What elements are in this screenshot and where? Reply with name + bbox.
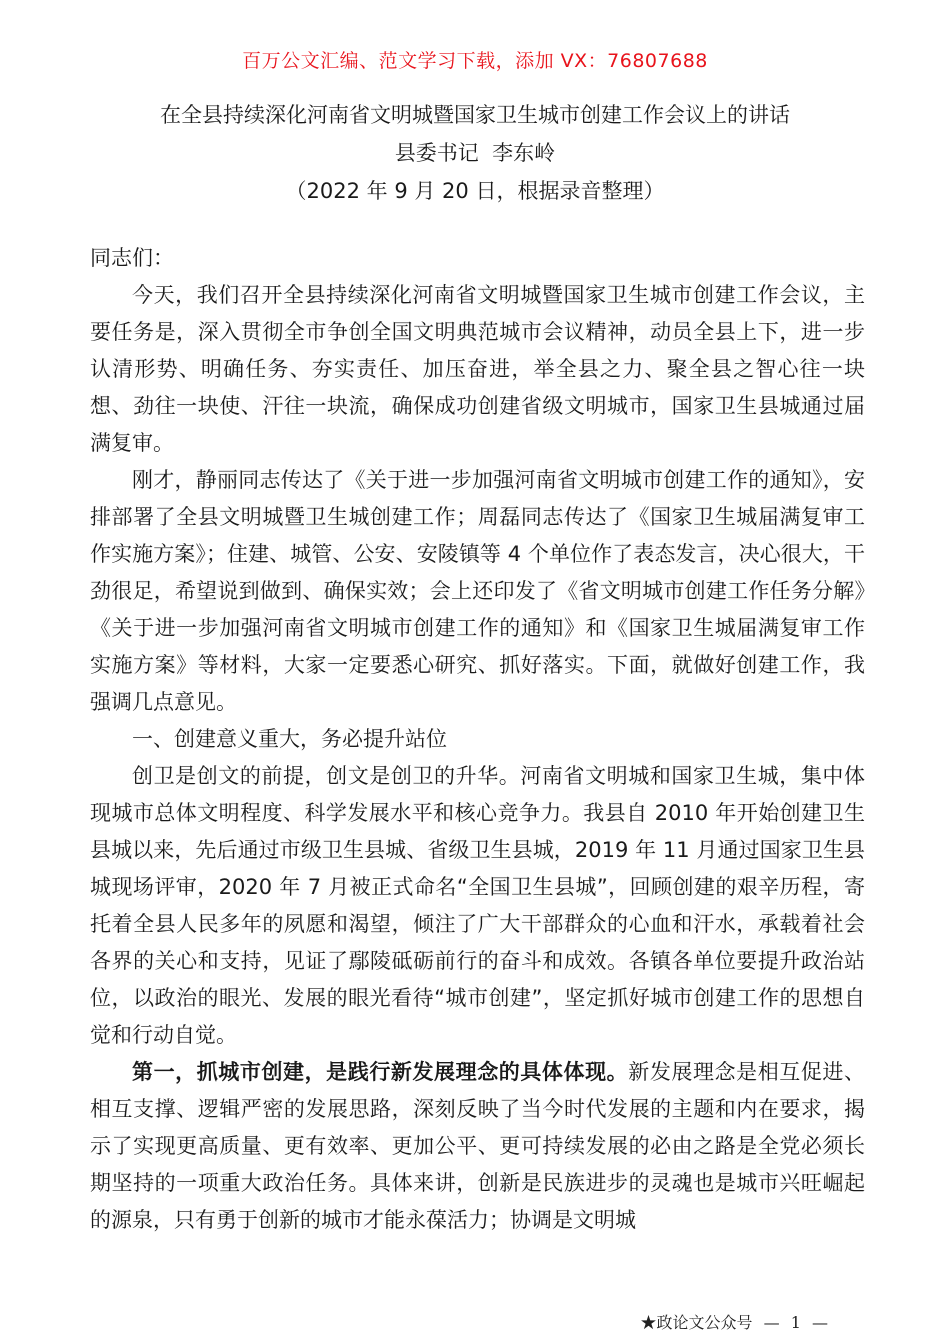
title-block	[0, 96, 950, 210]
document-body	[90, 240, 865, 1239]
paragraph	[90, 1054, 865, 1239]
speech-title: 在全县持续深化河南省文明城暨国家卫生城市创建工作会议上的讲话	[160, 103, 790, 127]
footer-dash-left: —	[763, 1313, 780, 1332]
page-number: 1	[790, 1313, 801, 1332]
download-banner: 百万公文汇编、范文学习下载，添加 VX：76807688	[242, 50, 708, 72]
speaker-line: 县委书记 李东岭	[394, 141, 556, 165]
salutation: 同志们：	[90, 246, 174, 270]
paragraph-text: 新发展理念是相互促进、相互支撑、逻辑严密的发展思路，深刻反映了当今时代发展的主题和内在要求，揭示了实现更高质量、更有效率、更加公平、更可持续发展的必由之路是全党必须长期坚持的一项重大政治任务。具体来讲，创新是民族进步的灵魂也是城市兴旺崛起的源泉，只有勇于创新的城市才能永葆活力；协调是文明城	[90, 1060, 866, 1232]
paragraph: 今天，我们召开全县持续深化河南省文明城暨国家卫生城市创建工作会议，主要任务是，深入贯彻全市争创全国文明典范城市会议精神，动员全县上下，进一步认清形势、明确任务、夯实责任、加压奋进，举全县之力、聚全县之智心往一块想、劲往一块使、汗往一块流，确保成功创建省级文明城市，国家卫生县城通过届满复审。	[90, 283, 865, 455]
footer-source: ★政论文公众号	[640, 1313, 753, 1332]
bold-lead: 第一，抓城市创建，是践行新发展理念的具体体现。	[132, 1060, 629, 1084]
date-note: （2022 年 9 月 20 日，根据录音整理）	[285, 179, 665, 203]
paragraph: 创卫是创文的前提，创文是创卫的升华。河南省文明城和国家卫生城，集中体现城市总体文明程度、科学发展水平和核心竞争力。我县自 2010 年开始创建卫生县城以来，先后通过市级卫生县城、省级卫生县城，2019 年 11 月通过国家卫生县城现场评审，2020 年 7 月被正式命名“全国卫生县城”，回顾创建的艰辛历程，寄托着全县人民多年的夙愿和渴望，倾注了广大干部群众的心血和汗水，承载着社会各界的关心和支持，见证了鄢陵砥砺前行的奋斗和成效。各镇各单位要提升政治站位，以政治的眼光、发展的眼光看待“城市创建”，坚定抓好城市创建工作的思想自觉和行动自觉。	[90, 764, 865, 1047]
section-heading: 一、创建意义重大，务必提升站位	[132, 727, 447, 751]
paragraph: 刚才，静丽同志传达了《关于进一步加强河南省文明城市创建工作的通知》，安排部署了全县文明城暨卫生城创建工作；周磊同志传达了《国家卫生城届满复审工作实施方案》；住建、城管、公安、安陵镇等 4 个单位作了表态发言，决心很大，干劲很足，希望说到做到、确保实效；会上还印发了《省文明城市创建工作任务分解》《关于进一步加强河南省文明城市创建工作的通知》和《国家卫生城届满复审工作实施方案》等材料，大家一定要悉心研究、抓好落实。下面，就做好创建工作，我强调几点意见。	[90, 468, 865, 714]
page-footer	[641, 1310, 834, 1333]
footer-dash-right: —	[812, 1313, 828, 1332]
